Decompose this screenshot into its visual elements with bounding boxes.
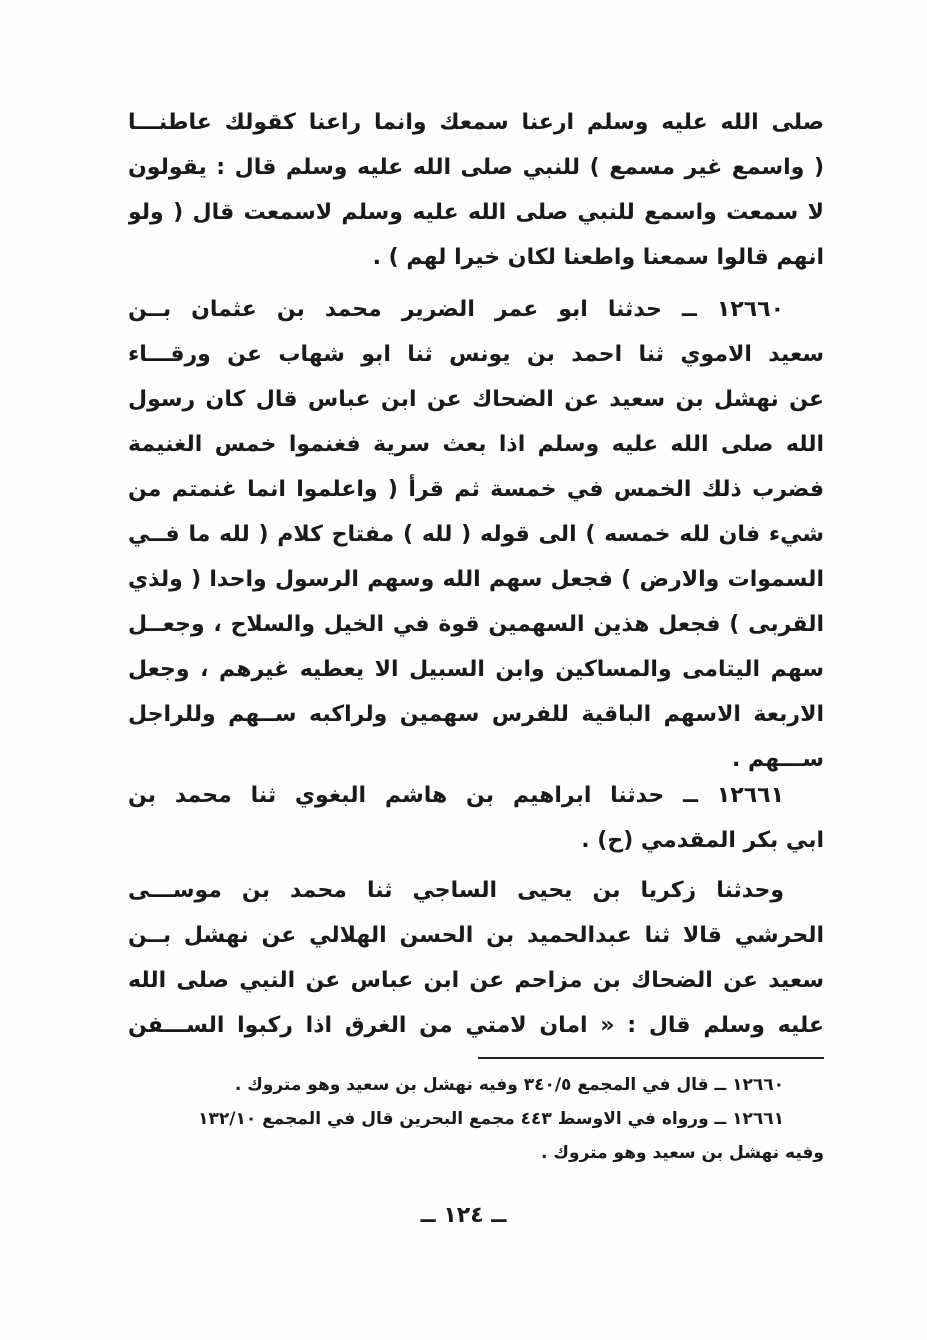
text-line: فضرب ذلك الخمس في خمسة ثم قرأ ( واعلموا انما غنمتم من [128, 477, 824, 502]
text-line: ( واسمع غير مسمع ) للنبي صلى الله عليه وسلم قال : يقولون [128, 155, 824, 180]
text-line: ابي بكر المقدمي (ح) . [581, 828, 824, 853]
text-line: انهم قالوا سمعنا واطعنا لكان خيرا لهم ) . [372, 245, 824, 270]
text-line: الاربعة الاسهم الباقية للفرس سهمين ولراكبه ســهم وللراجل [128, 702, 824, 727]
text-line: الله صلى الله عليه وسلم اذا بعث سرية فغنموا خمس الغنيمة [128, 432, 824, 457]
text-line: سهم اليتامى والمساكين وابن السبيل الا يعطيه غيرهم ، وجعل [128, 657, 824, 682]
footnote-line: وفيه نهشل بن سعيد وهو متروك . [541, 1143, 824, 1163]
text-line: سعيد الاموي ثنا احمد بن يونس ثنا ابو شهاب عن ورقـــاء [128, 342, 824, 367]
footnotes [128, 1068, 824, 1170]
hadith-12661 [128, 773, 824, 863]
text-line: القربى ) فجعل هذين السهمين قوة في الخيل والسلاح ، وجعــل [128, 612, 824, 637]
text-line: شيء فان لله خمسه ) الى قوله ( لله ) مفتاح كلام ( لله ما فــي [128, 522, 824, 547]
text-line: وحدثنا زكريا بن يحيى الساجي ثنا محمد بن موســـى [128, 878, 784, 903]
text-line: سعيد عن الضحاك بن مزاحم عن ابن عباس عن النبي صلى الله [128, 968, 824, 993]
footnote-line: ١٢٦٦١ ــ ورواه في الاوسط ٤٤٣ مجمع البحرين قال في المجمع ١٣٢/١٠ [198, 1109, 784, 1129]
text-line: ســـهم . [732, 747, 824, 772]
text-line: السموات والارض ) فجعل سهم الله وسهم الرسول واحدا ( ولذي [128, 567, 824, 592]
paragraph-continuation [128, 100, 824, 280]
hadith-12661-continued [128, 868, 824, 1048]
text-line: الحرشي قالا ثنا عبدالحميد بن الحسن الهلالي عن نهشل بــن [128, 923, 824, 948]
footnote-divider [478, 1057, 824, 1059]
text-line: ١٢٦٦٠ ــ حدثنا ابو عمر الضرير محمد بن عثمان بــن [128, 297, 784, 322]
text-line: لا سمعت واسمع للنبي صلى الله عليه وسلم لاسمعت قال ( ولو [128, 200, 824, 225]
text-line: صلى الله عليه وسلم ارعنا سمعك وانما راعنا كقولك عاطنـــا [128, 110, 824, 135]
text-line: عن نهشل بن سعيد عن الضحاك عن ابن عباس قال كان رسول [128, 387, 824, 412]
text-line: عليه وسلم قال : « امان لامتي من الغرق اذا ركبوا الســـفن [128, 1013, 824, 1038]
page-number: ــ ١٢٤ ــ [420, 1203, 507, 1228]
footnote-line: ١٢٦٦٠ ــ قال في المجمع ٣٤٠/٥ وفيه نهشل بن سعيد وهو متروك . [234, 1075, 784, 1095]
text-line: ١٢٦٦١ ــ حدثنا ابراهيم بن هاشم البغوي ثنا محمد بن [128, 783, 784, 808]
hadith-12660 [128, 287, 824, 782]
